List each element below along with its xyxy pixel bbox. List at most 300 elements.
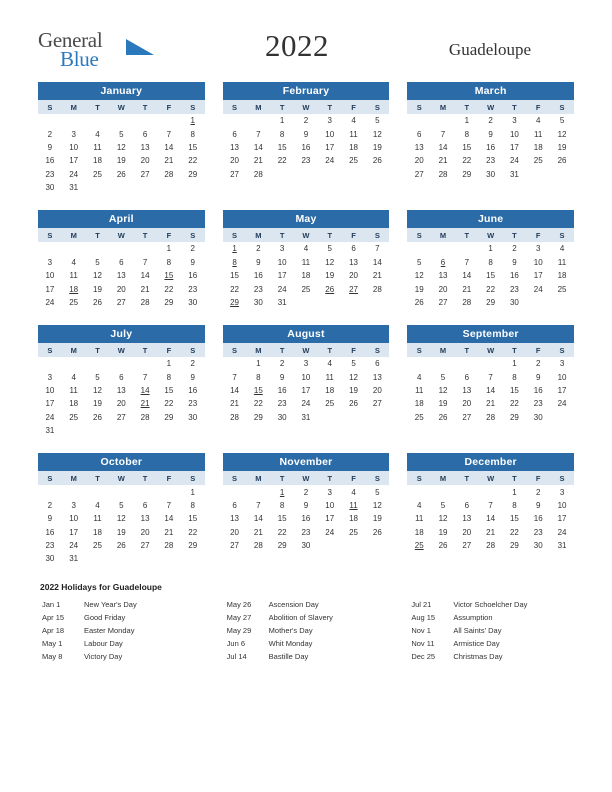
day-cell: 2 <box>47 500 53 510</box>
week-row <box>407 269 574 282</box>
day-cell: 13 <box>116 386 126 396</box>
holiday-name: Ascension Day <box>268 599 319 609</box>
day-cell: 7 <box>256 129 261 139</box>
day-cell: 14 <box>253 142 263 152</box>
week-row <box>223 371 390 384</box>
weekday-header: F <box>342 343 366 357</box>
day-cell: 17 <box>533 271 543 281</box>
day-cell: 6 <box>119 257 124 267</box>
holiday-list-item <box>38 611 205 624</box>
day-cell: 5 <box>95 372 100 382</box>
week-row <box>407 539 574 552</box>
day-cell: 7 <box>166 129 172 139</box>
day-cell: 9 <box>190 372 195 382</box>
day-cell: 25 <box>69 297 79 307</box>
day-cell: 25 <box>414 412 424 422</box>
day-cell: 5 <box>95 257 100 267</box>
day-cell: 6 <box>417 129 422 139</box>
weekday-header: T <box>86 471 110 485</box>
day-cell: 10 <box>301 372 311 382</box>
day-cell-empty <box>109 114 133 127</box>
weekday-header: S <box>550 228 574 242</box>
holiday-name: Labour Day <box>84 638 123 648</box>
day-cell: 8 <box>190 500 195 510</box>
holiday-name: Armistice Day <box>453 638 500 648</box>
day-cell-empty <box>133 552 157 565</box>
day-cell: 4 <box>327 359 332 369</box>
day-cell: 27 <box>414 169 424 179</box>
day-cell: 30 <box>533 541 543 551</box>
weekday-header: T <box>503 343 527 357</box>
day-cell: 9 <box>488 129 493 139</box>
day-cell: 6 <box>142 129 148 139</box>
day-cell: 1 <box>464 116 470 126</box>
weekday-header: W <box>294 100 318 114</box>
month-block <box>38 210 205 309</box>
holiday-name: Easter Monday <box>84 625 135 635</box>
day-cell: 2 <box>488 116 493 126</box>
months-grid <box>38 82 574 566</box>
day-cell-empty <box>181 181 205 194</box>
day-cell: 26 <box>438 541 448 551</box>
weekday-header: W <box>109 228 133 242</box>
holiday-date: May 8 <box>42 651 63 661</box>
day-cell: 4 <box>417 372 422 382</box>
day-cell-empty <box>223 485 247 498</box>
day-cell: 24 <box>325 156 335 166</box>
day-cell: 20 <box>230 527 239 537</box>
day-cell: 20 <box>414 156 424 166</box>
day-cell: 23 <box>509 284 519 294</box>
holiday-list-item <box>38 637 205 650</box>
day-cell: 7 <box>142 257 148 267</box>
month-block <box>223 210 390 309</box>
day-cell: 20 <box>372 386 382 396</box>
week-row <box>407 256 574 269</box>
month-title: September <box>407 325 574 343</box>
day-cell: 16 <box>253 271 263 281</box>
day-cell: 14 <box>164 514 174 524</box>
day-cell: 22 <box>230 284 239 294</box>
day-cell: 18 <box>414 527 424 537</box>
day-cell: 13 <box>438 271 448 281</box>
day-cell: 13 <box>462 386 472 396</box>
month-table <box>407 228 574 309</box>
day-cell-empty <box>550 296 574 309</box>
weekday-header: S <box>181 228 205 242</box>
month-title: March <box>407 82 574 100</box>
day-cell: 21 <box>372 271 382 281</box>
day-cell: 2 <box>190 359 195 369</box>
day-cell-empty <box>318 539 342 552</box>
week-row <box>223 397 390 410</box>
day-cell: 26 <box>93 297 102 307</box>
week-row <box>223 127 390 140</box>
day-cell: 1 <box>488 244 493 254</box>
day-cell: 14 <box>486 514 496 524</box>
weekday-header: S <box>223 228 247 242</box>
day-cell: 15 <box>462 142 472 152</box>
day-cell: 27 <box>462 541 472 551</box>
day-cell: 28 <box>486 541 496 551</box>
day-cell: 29 <box>164 297 174 307</box>
holiday-column <box>38 598 205 663</box>
holiday-date: Apr 15 <box>42 612 65 622</box>
day-cell: 12 <box>414 271 424 281</box>
day-cell: 1 <box>256 359 261 369</box>
day-cell-empty <box>407 114 431 127</box>
day-cell: 20 <box>230 156 239 166</box>
day-cell: 12 <box>325 257 335 267</box>
day-cell: 18 <box>349 514 358 524</box>
day-cell-empty <box>526 296 550 309</box>
weekday-header: T <box>318 228 342 242</box>
day-cell-empty <box>86 181 110 194</box>
month-table <box>407 471 574 552</box>
day-cell: 2 <box>47 129 53 139</box>
day-cell: 2 <box>256 244 261 254</box>
day-cell: 2 <box>512 244 517 254</box>
day-cell: 12 <box>116 514 126 524</box>
weekday-header: M <box>431 100 455 114</box>
day-cell-empty <box>157 181 181 194</box>
day-cell-empty <box>342 539 366 552</box>
week-row <box>223 384 390 397</box>
page-title-year: 2022 <box>265 28 329 63</box>
day-cell-empty <box>479 357 503 370</box>
holiday-column <box>407 598 574 663</box>
month-title: April <box>38 210 205 228</box>
day-cell: 19 <box>93 399 102 409</box>
day-cell: 26 <box>116 169 126 179</box>
day-cell: 6 <box>464 372 470 382</box>
day-cell: 27 <box>462 412 472 422</box>
day-cell: 9 <box>303 500 309 510</box>
day-cell: 16 <box>301 514 311 524</box>
day-cell: 10 <box>69 142 79 152</box>
logo-text-blue: Blue <box>60 47 99 71</box>
day-cell: 7 <box>256 500 261 510</box>
holiday-column <box>223 598 390 663</box>
week-row <box>407 141 574 154</box>
day-cell: 1 <box>512 487 517 497</box>
day-cell: 24 <box>557 527 567 537</box>
day-cell-empty <box>407 485 431 498</box>
week-row <box>407 357 574 370</box>
weekday-header: M <box>62 343 86 357</box>
weekday-header: F <box>526 100 550 114</box>
day-cell: 11 <box>415 386 424 396</box>
day-cell: 1 <box>512 359 517 369</box>
day-cell: 23 <box>533 527 543 537</box>
day-cell: 25 <box>414 541 424 551</box>
weekday-header: S <box>365 471 389 485</box>
holiday-date: Jul 21 <box>411 599 432 609</box>
month-block <box>407 453 574 565</box>
day-cell: 20 <box>349 271 358 281</box>
weekday-header: T <box>270 100 294 114</box>
day-cell: 21 <box>253 156 263 166</box>
month-block <box>38 325 205 437</box>
week-row <box>407 282 574 295</box>
day-cell: 18 <box>301 271 311 281</box>
week-row <box>223 154 390 167</box>
day-cell: 4 <box>303 244 309 254</box>
month-block <box>223 453 390 565</box>
day-cell: 22 <box>188 156 198 166</box>
weekday-header: S <box>181 100 205 114</box>
weekday-header: T <box>455 471 479 485</box>
month-title: June <box>407 210 574 228</box>
day-cell: 31 <box>301 412 311 422</box>
day-cell: 16 <box>45 527 55 537</box>
weekday-header: M <box>246 471 270 485</box>
day-cell: 3 <box>559 487 565 497</box>
day-cell: 8 <box>464 129 470 139</box>
weekday-header: T <box>133 228 157 242</box>
day-cell: 1 <box>166 244 172 254</box>
day-cell-empty <box>157 552 181 565</box>
day-cell-empty <box>526 168 550 181</box>
weekday-header: T <box>133 471 157 485</box>
day-cell: 7 <box>488 500 493 510</box>
day-cell: 1 <box>279 487 285 497</box>
day-cell: 21 <box>230 399 239 409</box>
day-cell-empty <box>246 485 270 498</box>
day-cell: 13 <box>230 142 239 152</box>
day-cell: 6 <box>351 244 356 254</box>
weekday-header: W <box>479 471 503 485</box>
week-row <box>223 282 390 295</box>
day-cell-empty <box>431 357 455 370</box>
day-cell: 22 <box>164 399 174 409</box>
day-cell: 17 <box>509 142 519 152</box>
day-cell: 17 <box>45 284 55 294</box>
holiday-name: New Year's Day <box>84 599 137 609</box>
day-cell: 15 <box>164 271 174 281</box>
day-cell: 19 <box>93 284 102 294</box>
day-cell: 1 <box>166 359 172 369</box>
day-cell-empty <box>294 168 318 181</box>
holiday-list-item <box>407 611 574 624</box>
day-cell: 30 <box>486 169 496 179</box>
day-cell: 19 <box>325 271 335 281</box>
day-cell: 5 <box>375 116 380 126</box>
day-cell-empty <box>62 424 86 437</box>
day-cell: 4 <box>351 487 356 497</box>
day-cell: 10 <box>325 500 335 510</box>
weekday-header: S <box>550 471 574 485</box>
day-cell-empty <box>431 485 455 498</box>
day-cell: 30 <box>188 297 198 307</box>
day-cell-empty <box>318 411 342 424</box>
month-title: February <box>223 82 390 100</box>
day-cell: 23 <box>253 284 263 294</box>
month-table <box>407 100 574 181</box>
day-cell: 29 <box>509 541 519 551</box>
day-cell: 26 <box>372 527 382 537</box>
day-cell: 8 <box>232 257 237 267</box>
day-cell: 26 <box>557 156 567 166</box>
day-cell: 17 <box>301 386 311 396</box>
day-cell: 25 <box>533 156 543 166</box>
day-cell: 9 <box>190 257 195 267</box>
day-cell-empty <box>455 357 479 370</box>
day-cell: 2 <box>190 244 195 254</box>
day-cell: 22 <box>486 284 496 294</box>
day-cell: 7 <box>488 372 493 382</box>
holiday-list-item <box>407 637 574 650</box>
day-cell: 19 <box>414 284 424 294</box>
day-cell: 14 <box>140 386 150 396</box>
holiday-date: Aug 15 <box>411 612 436 622</box>
day-cell-empty <box>133 357 157 370</box>
day-cell: 8 <box>488 257 493 267</box>
day-cell: 2 <box>303 116 309 126</box>
day-cell: 27 <box>140 541 150 551</box>
day-cell: 13 <box>414 142 424 152</box>
weekday-header: T <box>270 471 294 485</box>
general-blue-logo <box>38 26 188 70</box>
weekday-header: F <box>157 343 181 357</box>
day-cell: 30 <box>253 297 263 307</box>
day-cell: 17 <box>69 527 79 537</box>
day-cell: 3 <box>71 500 76 510</box>
week-row <box>407 127 574 140</box>
day-cell: 15 <box>509 386 519 396</box>
week-row <box>38 168 205 181</box>
day-cell-empty <box>86 242 110 255</box>
day-cell: 26 <box>372 156 382 166</box>
holiday-date: Jan 1 <box>42 599 61 609</box>
day-cell: 27 <box>230 169 239 179</box>
day-cell: 4 <box>95 129 100 139</box>
day-cell: 16 <box>509 271 519 281</box>
day-cell-empty <box>133 485 157 498</box>
day-cell: 6 <box>440 257 446 267</box>
day-cell: 8 <box>279 500 285 510</box>
weekday-header: F <box>342 228 366 242</box>
weekday-header: T <box>270 228 294 242</box>
month-title: May <box>223 210 390 228</box>
day-cell: 21 <box>438 156 448 166</box>
weekday-header: S <box>38 228 62 242</box>
day-cell: 3 <box>559 359 565 369</box>
weekday-header: F <box>157 228 181 242</box>
day-cell: 9 <box>535 500 541 510</box>
month-table <box>38 471 205 565</box>
day-cell: 7 <box>142 372 148 382</box>
day-cell: 12 <box>349 372 358 382</box>
day-cell: 25 <box>557 284 567 294</box>
day-cell: 5 <box>351 359 356 369</box>
day-cell: 24 <box>325 527 335 537</box>
week-row <box>38 512 205 525</box>
day-cell-empty <box>407 242 431 255</box>
day-cell: 18 <box>349 142 358 152</box>
day-cell: 2 <box>279 359 285 369</box>
weekday-header: S <box>407 228 431 242</box>
day-cell: 19 <box>116 156 126 166</box>
day-cell: 13 <box>140 142 150 152</box>
week-row <box>407 296 574 309</box>
day-cell: 5 <box>440 372 446 382</box>
day-cell-empty <box>455 242 479 255</box>
day-cell: 9 <box>279 372 285 382</box>
day-cell: 30 <box>45 554 55 564</box>
month-block <box>407 82 574 194</box>
day-cell-empty <box>38 114 62 127</box>
holiday-list-item <box>223 637 390 650</box>
holidays-section <box>38 582 574 663</box>
day-cell: 22 <box>277 527 287 537</box>
day-cell-empty <box>86 114 110 127</box>
month-block <box>38 453 205 565</box>
weekday-header: S <box>181 343 205 357</box>
day-cell: 15 <box>230 271 239 281</box>
day-cell: 23 <box>188 284 198 294</box>
week-row <box>223 114 390 127</box>
week-row <box>223 256 390 269</box>
day-cell-empty <box>407 357 431 370</box>
weekday-header: F <box>526 471 550 485</box>
weekday-header: T <box>86 343 110 357</box>
day-cell: 29 <box>188 169 198 179</box>
week-row <box>407 411 574 424</box>
week-row <box>38 424 205 437</box>
day-cell: 23 <box>188 399 198 409</box>
day-cell: 24 <box>69 541 79 551</box>
weekday-header: F <box>342 471 366 485</box>
holiday-list-item <box>38 598 205 611</box>
day-cell: 16 <box>533 386 543 396</box>
day-cell: 31 <box>45 426 55 436</box>
week-row <box>223 526 390 539</box>
day-cell-empty <box>294 296 318 309</box>
day-cell: 6 <box>464 500 470 510</box>
day-cell: 16 <box>301 142 311 152</box>
day-cell: 4 <box>71 372 76 382</box>
day-cell: 29 <box>164 412 174 422</box>
day-cell: 29 <box>277 541 287 551</box>
weekday-header: M <box>246 228 270 242</box>
day-cell: 17 <box>325 514 335 524</box>
logo-triangle-icon <box>126 39 154 55</box>
day-cell-empty <box>318 296 342 309</box>
day-cell: 23 <box>301 156 311 166</box>
day-cell: 17 <box>557 386 567 396</box>
holiday-name: Abolition of Slavery <box>268 612 333 622</box>
day-cell: 18 <box>557 271 567 281</box>
day-cell: 6 <box>119 372 124 382</box>
day-cell: 6 <box>375 359 380 369</box>
day-cell: 12 <box>93 271 102 281</box>
month-block <box>223 82 390 194</box>
week-row <box>38 499 205 512</box>
day-cell-empty <box>550 168 574 181</box>
week-row <box>38 485 205 498</box>
day-cell: 12 <box>93 386 102 396</box>
week-row <box>223 512 390 525</box>
day-cell: 12 <box>116 142 126 152</box>
day-cell: 3 <box>327 487 332 497</box>
month-table <box>38 228 205 309</box>
weekday-header: M <box>62 100 86 114</box>
weekday-header: T <box>318 471 342 485</box>
day-cell: 25 <box>349 156 358 166</box>
day-cell: 25 <box>69 412 79 422</box>
week-row <box>407 512 574 525</box>
